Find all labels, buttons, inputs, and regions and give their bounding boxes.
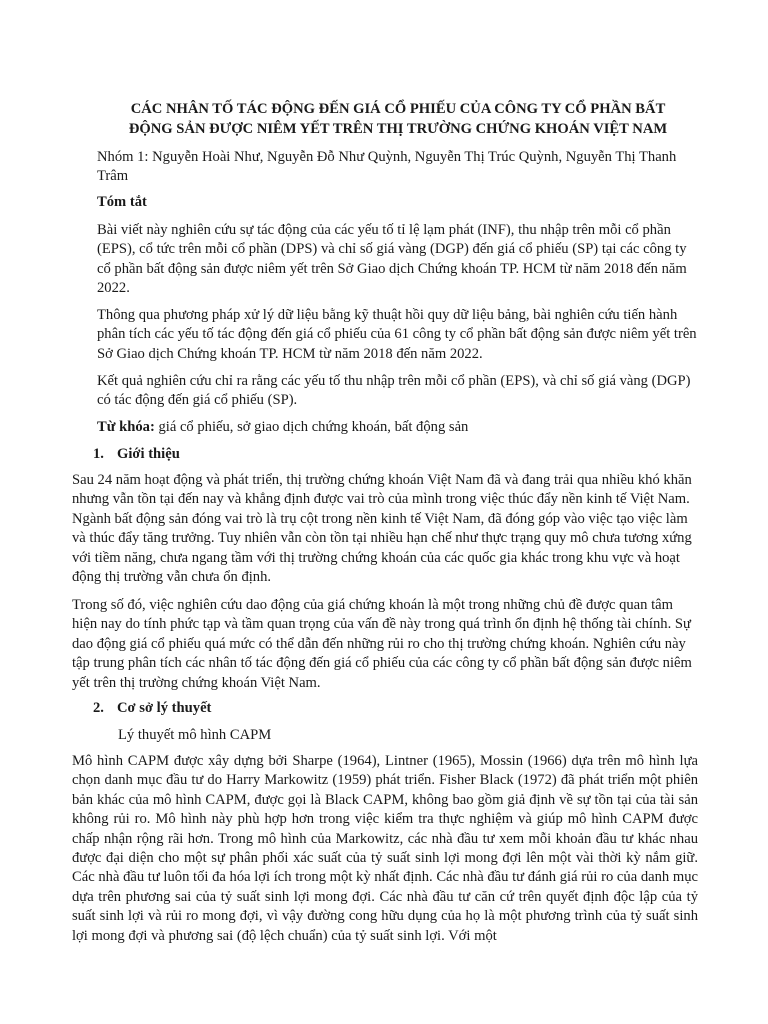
section-title: Giới thiệu (117, 446, 180, 462)
section-heading-introduction (93, 445, 180, 464)
paper-title-line-2: ĐỘNG SẢN ĐƯỢC NIÊM YẾT TRÊN THỊ TRƯỜNG CHỨNG KHOÁN VIỆT NAM (128, 121, 668, 137)
abstract-paragraph-3: Kết quả nghiên cứu chỉ ra rằng các yếu tố thu nhập trên mỗi cổ phần (EPS), và chỉ số giá vàng (DGP) có tác động đến giá cổ phiếu (SP). (97, 373, 691, 409)
keywords-label: Từ khóa: (97, 419, 155, 435)
intro-paragraph-2: Trong số đó, việc nghiên cứu dao động của giá chứng khoán là một trong những chủ đề được quan tâm hiện nay do tính phức tạp và tầm quan trọng của vấn đề này trong quá trình ổn định hệ thống tài chính. Sự dao động giá cổ phiếu quá mức có thể dẫn đến những rủi ro cho thị trường chứng khoán. Nghiên cứu này tập trung phân tích các nhân tố tác động đến giá cổ phiếu của các công ty cổ phần bất động sản được niêm yết trên thị trường chứng khoán Việt Nam. (72, 597, 692, 691)
paper-title (60, 99, 736, 139)
keywords-text: giá cổ phiếu, sở giao dịch chứng khoán, bất động sản (154, 419, 469, 435)
abstract-paragraph-1: Bài viết này nghiên cứu sự tác động của các yếu tố tỉ lệ lạm phát (INF), thu nhập trên mỗi cổ phần (EPS), cổ tức trên mỗi cổ phần (DPS) và chỉ số giá vàng (DGP) đến giá cổ phiếu (SP) tại các công ty cổ phần bất động sản được niêm yết trên Sở Giao dịch Chứng khoán TP. HCM từ năm 2018 đến năm 2022. (97, 222, 687, 297)
section-heading-theory (93, 699, 211, 718)
section-title: Cơ sở lý thuyết (117, 700, 212, 716)
section-number: 2. (93, 700, 104, 716)
capm-paragraph: Mô hình CAPM được xây dựng bởi Sharpe (1964), Lintner (1965), Mossin (1966) dựa trên mô hình lựa chọn danh mục đầu tư do Harry Markowitz (1959) phát triển. Fisher Black (1972) đã phát triển một phiên bản khác của mô hình CAPM, được gọi là Black CAPM, không bao gồm giả định về sự tồn tại của tài sản không rủi ro. Mô hình này phù hợp hơn trong việc kiểm tra thực nghiệm và giúp mô hình CAPM được chấp nhận rộng rãi hơn. Trong mô hình của Markowitz, các nhà đầu tư xem mỗi khoản đầu tư khác nhau được đại diện cho một sự phân phối xác suất của tỷ suất sinh lợi mong đợi lên một vài thời kỳ nắm giữ. Các nhà đầu tư luôn tối đa hóa lợi ích trong một kỳ nhất định. Các nhà đầu tư đánh giá rủi ro của danh mục dựa trên phương sai của tỷ suất sinh lợi mong đợi. Các nhà đầu tư căn cứ trên quyết định độc lập của tỷ suất sinh lợi và rủi ro mong đợi, vì vậy đường cong hữu dụng của họ là một phương trình của tỷ suất sinh lợi mong đợi và phương sai (độ lệch chuẩn) của tỷ suất sinh lợi. Với một (72, 753, 698, 944)
section-number: 1. (93, 446, 104, 462)
abstract-heading: Tóm tắt (97, 194, 147, 210)
intro-paragraph-1: Sau 24 năm hoạt động và phát triển, thị trường chứng khoán Việt Nam đã và đang trải qua nhiều khó khăn nhưng vẫn tồn tại đến nay và khẳng định được vai trò của mình trong việc thúc đẩy nền kinh tế Việt Nam. Ngành bất động sản đóng vai trò là trụ cột trong nền kinh tế Việt Nam, đã đóng góp vào việc tạo việc làm và thúc đẩy tăng trưởng. Tuy nhiên vẫn còn tồn tại nhiều hạn chế như thực trạng quy mô chưa tương xứng với tiềm năng, chưa ngang tầm với thị trường chứng khoán của các quốc gia khác trong khu vực và hoạt động thị trường vẫn chưa ổn định. (72, 472, 692, 586)
subsection-title-capm: Lý thuyết mô hình CAPM (118, 727, 272, 743)
keywords-line (97, 418, 697, 437)
author-list: Nhóm 1: Nguyễn Hoài Như, Nguyễn Đỗ Như Quỳnh, Nguyễn Thị Trúc Quỳnh, Nguyễn Thị Thanh Trâm (97, 149, 677, 185)
paper-title-line-1: CÁC NHÂN TỐ TÁC ĐỘNG ĐẾN GIÁ CỔ PHIẾU CỦA CÔNG TY CỔ PHẦN BẤT (130, 101, 666, 117)
abstract-paragraph-2: Thông qua phương pháp xử lý dữ liệu bằng kỹ thuật hồi quy dữ liệu bảng, bài nghiên cứu tiến hành phân tích các yếu tố tác động đến giá cổ phiếu của 61 công ty cổ phần bất động sản được niêm yết trên Sở Giao dịch Chứng khoán TP. HCM từ năm 2018 đến năm 2022. (97, 307, 697, 362)
